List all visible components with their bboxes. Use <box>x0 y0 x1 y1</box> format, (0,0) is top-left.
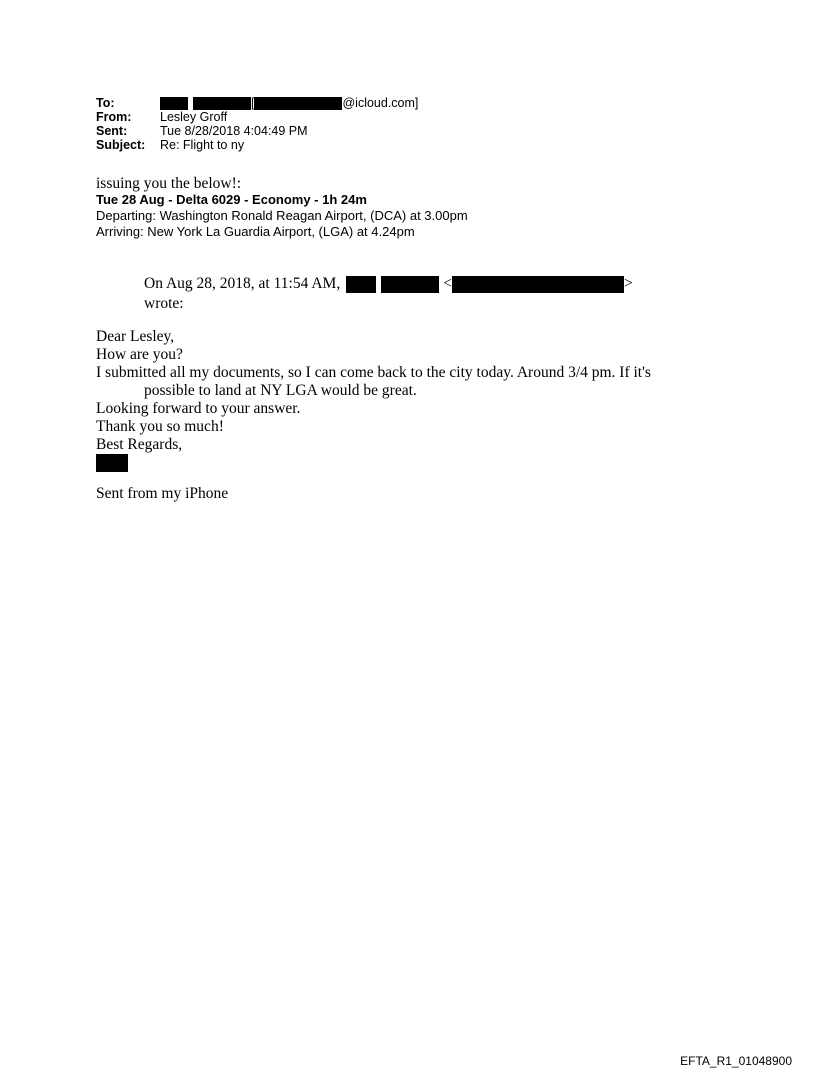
redaction-box <box>346 276 376 293</box>
email-header <box>96 96 418 152</box>
redaction-box <box>381 276 439 293</box>
flight-arriving: Arriving: New York La Guardia Airport, (LGA) at 4.24pm <box>96 224 415 239</box>
to-row <box>96 96 418 110</box>
from-label: From: <box>96 110 132 124</box>
to-email-suffix: @icloud.com] <box>342 96 419 110</box>
greeting: Dear Lesley, <box>96 328 175 345</box>
body-line: Thank you so much! <box>96 418 224 435</box>
subject-label: Subject: <box>96 138 146 152</box>
subject-value: Re: Flight to ny <box>160 138 245 152</box>
to-bracket: [ <box>251 96 255 110</box>
redaction-box <box>96 454 128 472</box>
flight-block <box>96 176 468 240</box>
sent-from-signature: Sent from my iPhone <box>96 485 229 502</box>
redaction-box <box>160 97 188 110</box>
quoted-attribution <box>144 274 633 294</box>
flight-intro: issuing you the below!: <box>96 175 242 192</box>
body-line: How are you? <box>96 346 183 363</box>
redaction-box <box>254 97 342 110</box>
quoted-header <box>144 274 633 314</box>
signature-redaction <box>96 454 651 472</box>
signoff: Best Regards, <box>96 436 183 453</box>
to-label: To: <box>96 96 115 110</box>
redaction-box <box>193 97 251 110</box>
flight-title: Tue 28 Aug - Delta 6029 - Economy - 1h 24m <box>96 192 367 207</box>
body-line: Looking forward to your answer. <box>96 400 301 417</box>
body-line: I submitted all my documents, so I can come back to the city today. Around 3/4 pm. If it's <box>96 364 651 381</box>
quote-prefix: On Aug 28, 2018, at 11:54 AM, <box>144 275 341 292</box>
body-line: possible to land at NY LGA would be great. <box>144 382 417 399</box>
message-body <box>96 328 651 503</box>
sent-row <box>96 124 418 138</box>
sent-label: Sent: <box>96 124 128 138</box>
flight-departing: Departing: Washington Ronald Reagan Airport, (DCA) at 3.00pm <box>96 208 468 223</box>
document-id: EFTA_R1_01048900 <box>680 1054 792 1068</box>
quote-wrote: wrote: <box>144 295 184 312</box>
from-row <box>96 110 418 124</box>
redaction-box <box>452 276 624 293</box>
quote-gt: > <box>623 275 633 292</box>
quote-lt: < <box>443 275 452 292</box>
subject-row <box>96 138 418 152</box>
sent-value: Tue 8/28/2018 4:04:49 PM <box>160 124 308 138</box>
from-value: Lesley Groff <box>160 110 228 124</box>
